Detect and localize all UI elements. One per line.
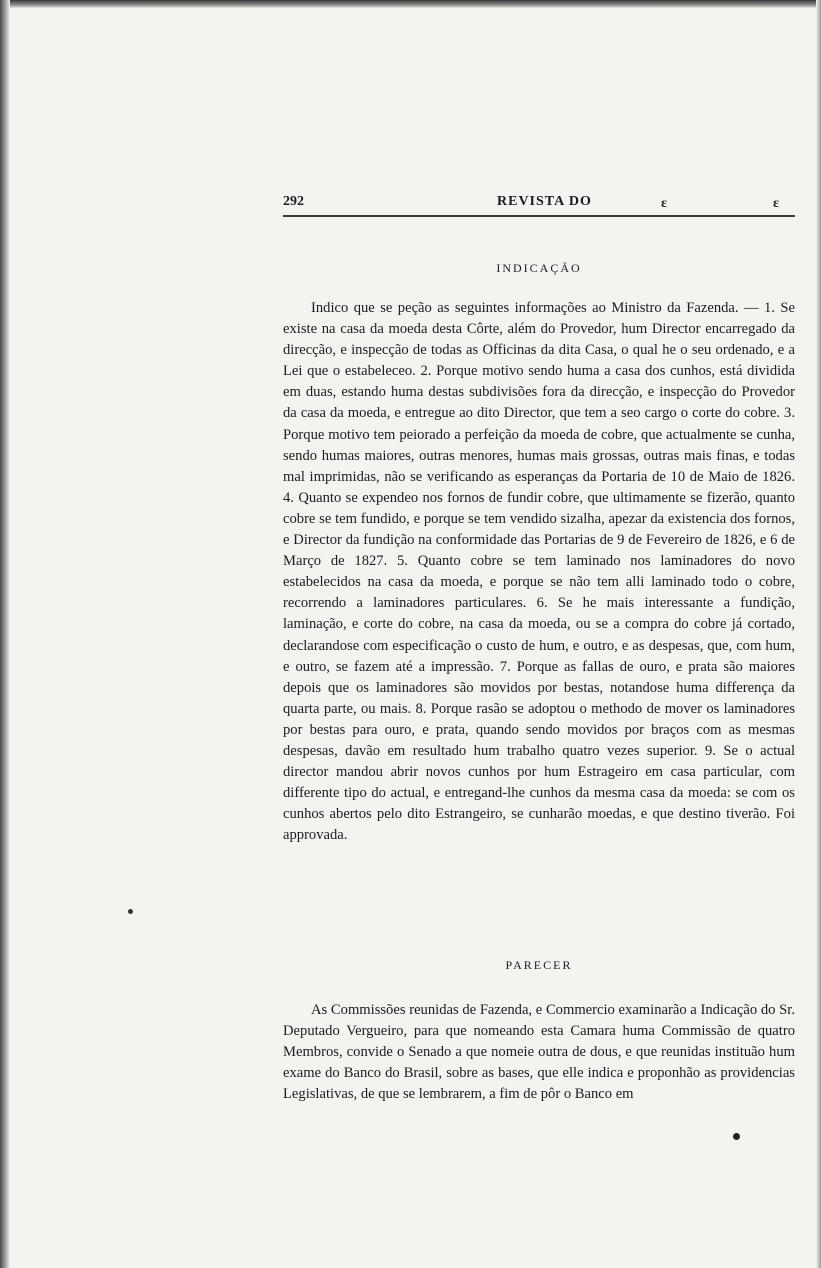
page-edge-top — [0, 0, 821, 8]
page-number: 292 — [283, 194, 304, 209]
running-title: REVISTA DO — [497, 194, 592, 209]
parecer-body: As Commissões reunidas de Fazenda, e Commercio examinarão a Indicação do Sr. Deputado Vergueiro, para que nomeando esta Camara huma Commissão de quatro Membros, convide o Senado a que nomeie outra de dous, e que reunidas instituão hum exame do Banco do Brasil, sobre as bases, que elle indica e proponhão as providencias Legislativas, de que se lembrarem, a fim de pôr o Banco em — [283, 1002, 795, 1103]
section-heading-indicacao: INDICAÇÃO — [496, 261, 582, 275]
margin-dot — [128, 909, 133, 914]
page-header — [283, 194, 795, 216]
section-heading-parecer: PARECER — [505, 958, 573, 972]
header-mark-1: ε — [661, 196, 667, 211]
indicacao-body: Indico que se peção as seguintes informações ao Ministro da Fazenda. — 1. Se existe na casa da moeda desta Côrte, além do Provedor, hum Director encarregado da direcção, e inspecção de todas as Officinas da dita Casa, o qual he o seu ordenado, e a Lei que o estabeleceo. 2. Porque motivo sendo huma a casa dos cunhos, está dividida em duas, estando huma destas subdivisões fora da direcção, e inspecção do Provedor da casa da moeda, e entregue ao dito Director, que tem a seo cargo o corte do cobre. 3. Porque motivo tem peiorado a perfeição da moeda de cobre, que actualmente se cunha, sendo humas maiores, outras menores, humas mais grossas, outras mais finas, e todas mal imprimidas, não se verificando as esperanças da Portaria de 10 de Maio de 1826. 4. Quanto se expendeo nos fornos de fundir cobre, que ultimamente se fizerão, quanto cobre se tem fundido, e porque se tem vendido sizalha, apezar da existencia dos fornos, e Director da fundição na conformidade das Portarias de 9 de Fevereiro de 1826, e 6 de Março de 1827. 5. Quanto cobre se tem laminado nos laminadores do novo estabelecidos na casa da moeda, e porque se não tem alli laminado todo o cobre, recorrendo a laminadores particulares. 6. Se he mais interessante a fundição, laminação, e corte do cobre, na casa da moeda, ou se a compra do cobre já cortado, declarandose com especificação o custo de hum, e outro, e as despesas, que, com hum, e outro, se fazem até a impressão. 7. Porque as fallas de ouro, e prata são maiores depois que os laminadores são movidos por bestas, notandose huma differença da quarta parte, ou mais. 8. Porque rasão se adoptou o methodo de mover os laminadores por bestas para ouro, e prata, quando sendo movidos por braços com as mesmas despesas, davão em resultado hum trabalho quatro vezes superior. 9. Se o actual director mandou abrir novos cunhos por hum Estrageiro em casa particular, com differente tipo do actual, e entregand-lhe cunhos da mesma casa da moeda: se com os cunhos abertos pelo dito Estrangeiro, se cunharão moedas, e que destino tiverão. Foi approvada. — [283, 300, 795, 844]
page-edge-right — [816, 0, 821, 1268]
header-rule — [283, 215, 795, 217]
header-mark-2: ε — [773, 196, 779, 211]
page-edge-left — [0, 0, 10, 1268]
ink-spot — [733, 1133, 740, 1140]
